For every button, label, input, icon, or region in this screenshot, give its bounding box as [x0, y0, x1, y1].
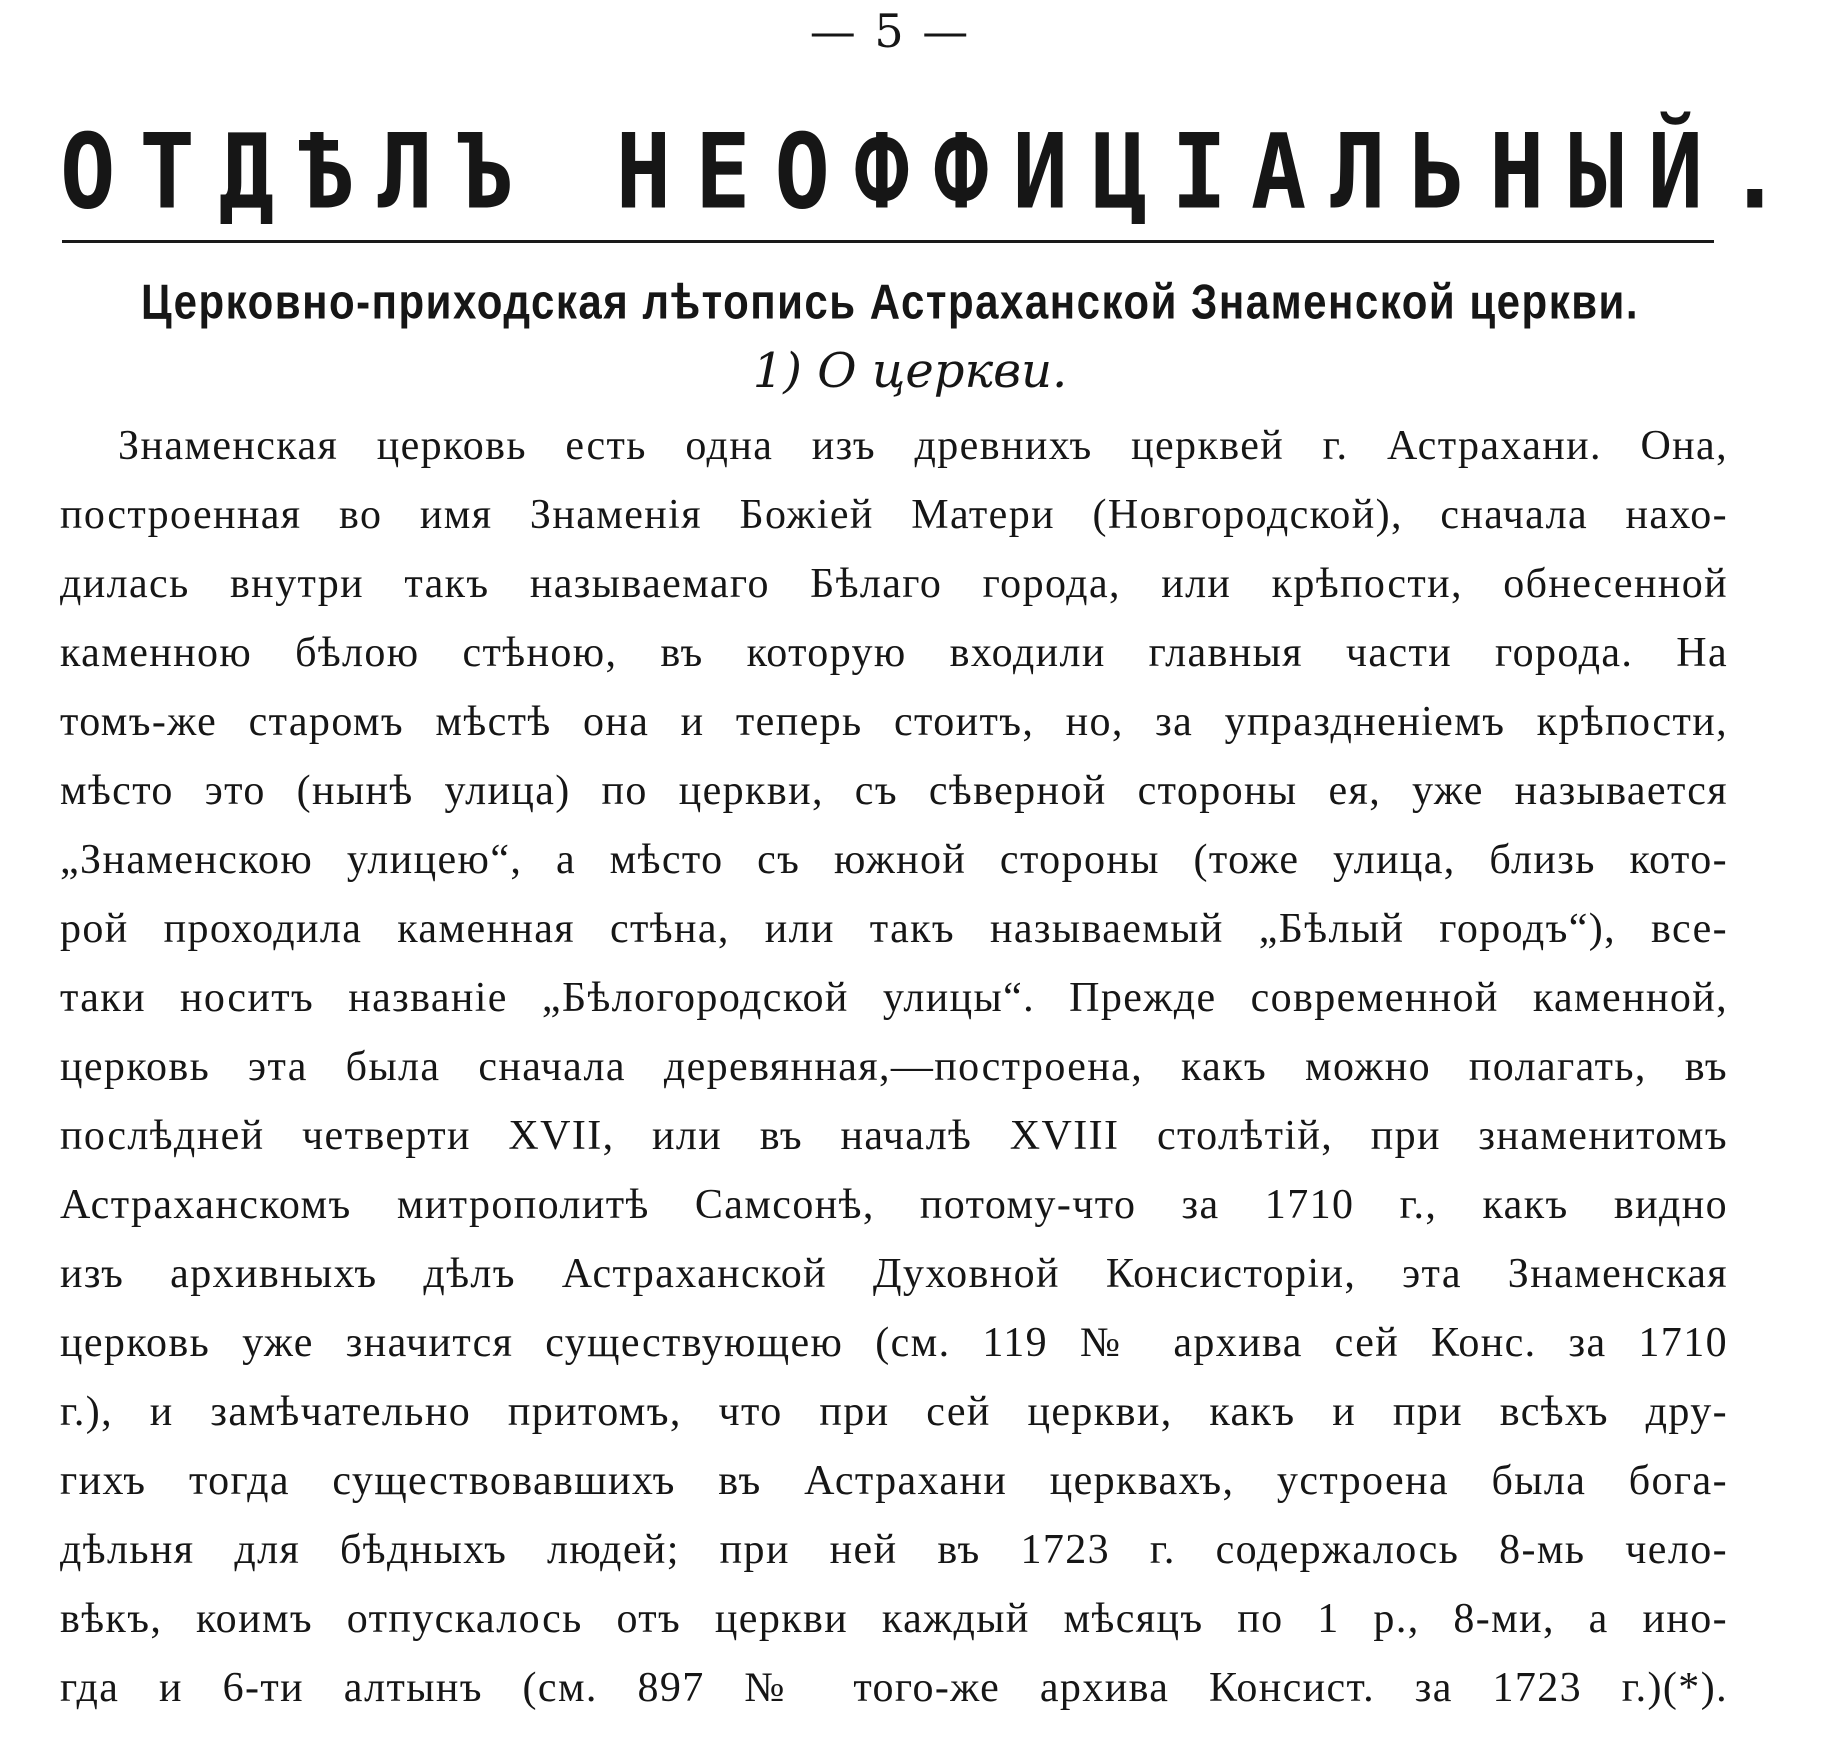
- text-line: гихъ тогда существовавшихъ въ Астрахани церквахъ, устроена была бога-: [60, 1458, 1728, 1504]
- text-line: Астраханскомъ митрополитѣ Самсонѣ, потому-что за 1710 г., какъ видно: [60, 1182, 1728, 1228]
- body-paragraph: [60, 412, 1728, 1723]
- text-line: „Знаменскою улицею“, а мѣсто съ южной стороны (тоже улица, близь кото-: [60, 837, 1728, 883]
- text-line: дѣльня для бѣдныхъ людей; при ней въ 1723 г. содержалось 8-мь чело-: [60, 1527, 1728, 1573]
- article-subtitle: 1) О церкви.: [752, 343, 1068, 399]
- text-line: изъ архивныхъ дѣлъ Астраханской Духовной Консисторіи, эта Знаменская: [60, 1251, 1728, 1297]
- text-line: гда и 6-ти алтынъ (см. 897 № того-же архива Консист. за 1723 г.)(*).: [60, 1665, 1728, 1711]
- text-line: построенная во имя Знаменія Божіей Матери (Новгородской), сначала нахо-: [60, 492, 1728, 538]
- text-line: церковь уже значится существующею (см. 119 № архива сей Конс. за 1710: [60, 1320, 1728, 1366]
- text-line: вѣкъ, коимъ отпускалось отъ церкви каждый мѣсяцъ по 1 р., 8-ми, а ино-: [60, 1596, 1728, 1642]
- text-line: г.), и замѣчательно притомъ, что при сей церкви, какъ и при всѣхъ дру-: [60, 1389, 1728, 1435]
- text-line: послѣдней четверти XVII, или въ началѣ XVIII столѣтій, при знаменитомъ: [60, 1113, 1728, 1159]
- text-line: томъ-же старомъ мѣстѣ она и теперь стоитъ, но, за упраздненіемъ крѣпости,: [60, 699, 1728, 745]
- horizontal-rule: [62, 240, 1714, 243]
- text-line: рой проходила каменная стѣна, или такъ называемый „Бѣлый городъ“), все-: [60, 906, 1728, 952]
- text-line: таки носитъ названіе „Бѣлогородской улицы“. Прежде современной каменной,: [60, 975, 1728, 1021]
- text-line: мѣсто это (нынѣ улица) по церкви, съ сѣверной стороны ея, уже называется: [60, 768, 1728, 814]
- text-line: дилась внутри такъ называемаго Бѣлаго города, или крѣпости, обнесенной: [60, 561, 1728, 607]
- page-number: — 5 —: [809, 4, 971, 58]
- text-line: каменною бѣлою стѣною, въ которую входили главныя части города. На: [60, 630, 1728, 676]
- article-title: Церковно-приходская лѣтопись Астраханской Знаменской церкви.: [140, 273, 1640, 330]
- text-line: Знаменская церковь есть одна изъ древнихъ церквей г. Астрахани. Она,: [118, 423, 1728, 469]
- section-title: ОТДѢЛЪ НЕОФФИЦІАЛЬНЫЙ.: [60, 112, 1807, 233]
- text-line: церковь эта была сначала деревянная,—построена, какъ можно полагать, въ: [60, 1044, 1728, 1090]
